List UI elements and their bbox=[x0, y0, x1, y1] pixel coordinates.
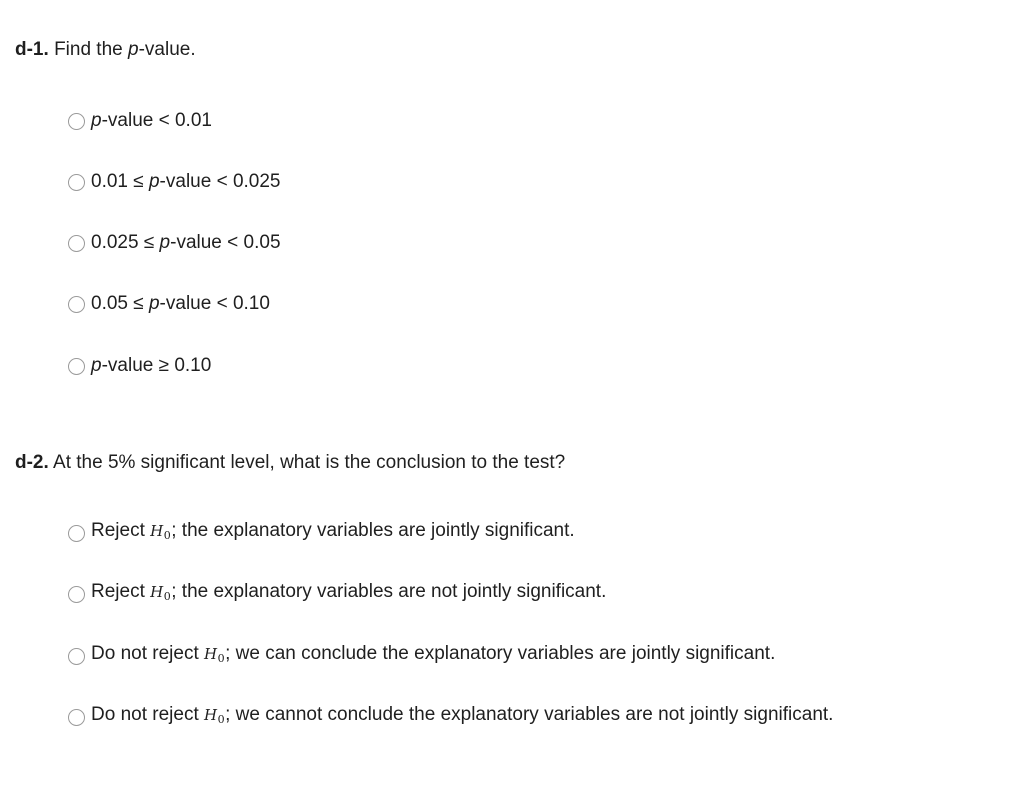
option-label: Do not reject $H_0$; we can conclude the explanatory variables are jointly significant. bbox=[91, 642, 776, 665]
option-label: Reject $H_0$; the explanatory variables are not jointly significant. bbox=[91, 580, 607, 603]
h0-symbol: $H_0$ bbox=[204, 644, 226, 665]
radio-button[interactable] bbox=[68, 113, 85, 130]
d2-option-3[interactable] bbox=[68, 643, 775, 669]
d1-option-2[interactable] bbox=[68, 169, 281, 195]
question-d1-text-before: Find the bbox=[54, 39, 123, 60]
option-label: 0.025 ≤ p-value < 0.05 bbox=[91, 232, 281, 253]
d2-option-4[interactable] bbox=[68, 704, 833, 730]
option-label: p-value ≥ 0.10 bbox=[91, 355, 212, 376]
option-label: Do not reject $H_0$; we cannot conclude the explanatory variables are not jointly significant. bbox=[91, 703, 834, 726]
question-d2-text: At the 5% significant level, what is the conclusion to the test? bbox=[53, 452, 566, 473]
d1-option-4[interactable] bbox=[68, 291, 270, 317]
question-d1-p: p bbox=[128, 39, 139, 60]
question-d2-heading bbox=[15, 451, 565, 475]
d1-option-1[interactable] bbox=[68, 108, 212, 134]
question-d2-number: d-2. bbox=[15, 452, 49, 473]
option-label: p-value < 0.01 bbox=[91, 110, 212, 131]
radio-button[interactable] bbox=[68, 648, 85, 665]
d1-option-3[interactable] bbox=[68, 230, 281, 256]
d2-option-2[interactable] bbox=[68, 581, 606, 607]
option-label: 0.01 ≤ p-value < 0.025 bbox=[91, 171, 281, 192]
question-d1-heading bbox=[15, 38, 196, 62]
h0-symbol: $H_0$ bbox=[150, 521, 172, 542]
option-label: 0.05 ≤ p-value < 0.10 bbox=[91, 293, 270, 314]
radio-button[interactable] bbox=[68, 174, 85, 191]
radio-button[interactable] bbox=[68, 296, 85, 313]
radio-button[interactable] bbox=[68, 525, 85, 542]
radio-button[interactable] bbox=[68, 358, 85, 375]
h0-symbol: $H_0$ bbox=[150, 582, 172, 603]
question-d1-number: d-1. bbox=[15, 39, 49, 60]
option-label: Reject $H_0$; the explanatory variables are jointly significant. bbox=[91, 519, 575, 542]
question-d1-text-after: -value. bbox=[138, 39, 196, 60]
d1-option-5[interactable] bbox=[68, 353, 211, 379]
radio-button[interactable] bbox=[68, 586, 85, 603]
h0-symbol: $H_0$ bbox=[204, 705, 226, 726]
radio-button[interactable] bbox=[68, 235, 85, 252]
radio-button[interactable] bbox=[68, 709, 85, 726]
d2-option-1[interactable] bbox=[68, 520, 575, 546]
